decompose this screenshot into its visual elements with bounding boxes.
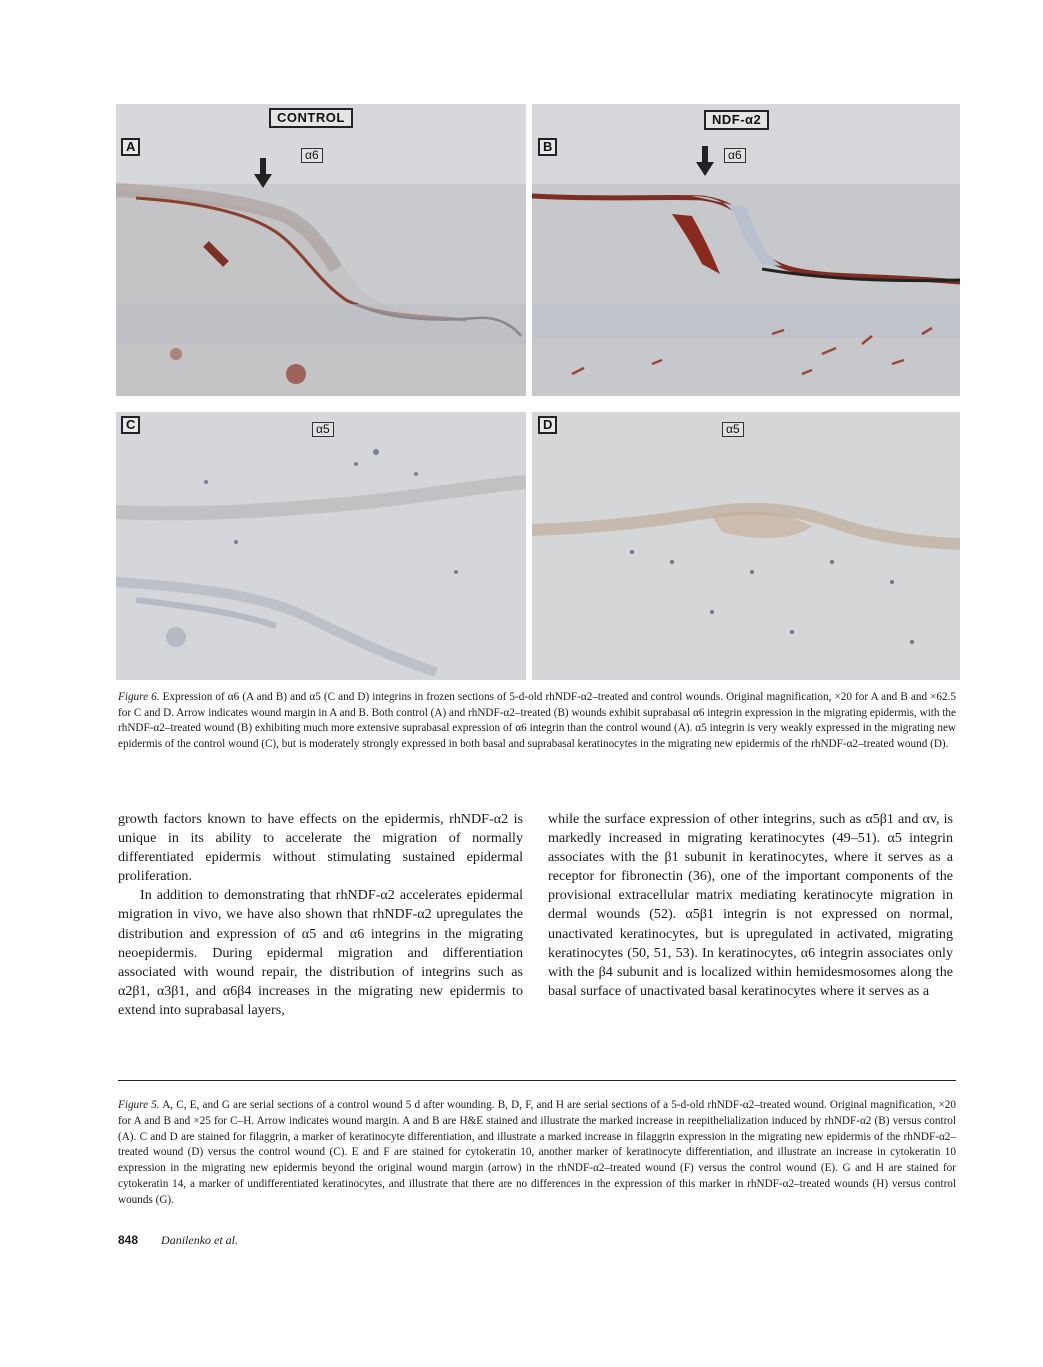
wound-margin-arrow-icon — [696, 146, 714, 178]
page-footer — [118, 1233, 238, 1248]
stain-label: α6 — [724, 148, 746, 163]
panel-letter: A — [121, 138, 140, 156]
ndf-header-label: NDF-α2 — [704, 110, 769, 130]
figure-6-caption-label: Figure 6. — [118, 691, 160, 703]
stain-label: α5 — [312, 422, 334, 437]
body-left-column — [118, 810, 523, 1020]
panel-d-image — [532, 412, 960, 680]
running-authors: Danilenko et al. — [161, 1233, 239, 1247]
panel-d-micrograph — [532, 412, 960, 680]
control-header-label: CONTROL — [269, 108, 353, 128]
body-right-column — [548, 810, 953, 1001]
stain-label: α6 — [301, 148, 323, 163]
figure-6-caption-text: Expression of α6 (A and B) and α5 (C and D) integrins in frozen sections of 5-d-old rhNDF-α2–treated and control wounds. Original magnification, ×20 for A and B and ×62.5 for C and D. Arrow indicates wound margin in A and B. Both control (A) and rhNDF-α2–treated (B) wounds exhibit suprabasal α6 integrin expression in the migrating epidermis, with the rhNDF-α2–treated wound (B) exhibiting much more extensive suprabasal expression of α6 integrin than the control wound (A). α5 integrin is very weakly expressed in the migrating new epidermis of the control wound (C), but is moderately strongly expressed in both basal and suprabasal keratinocytes in the migrating new epidermis of the rhNDF-α2–treated wound (D). — [118, 691, 956, 750]
caption-divider — [118, 1080, 956, 1081]
body-paragraph: while the surface expression of other integrins, such as α5β1 and αv, is markedly increased in migrating keratinocytes (49–51). α5 integrin associates with the β1 subunit in keratinocytes, where it serves as a receptor for fibronectin (36), one of the important components of the provisional extracellular matrix mediating keratinocyte migration in dermal wounds (52). α5β1 integrin is not expressed on normal, unactivated keratinocytes, but is upregulated in activated, migrating keratinocytes (50, 51, 53). In keratinocytes, α6 integrin associates only with the β4 subunit and is localized within hemidesmosomes along the basal surface of unactivated basal keratinocytes where it serves as a — [548, 811, 953, 999]
panel-c-image — [116, 412, 526, 680]
stain-label: α5 — [722, 422, 744, 437]
body-paragraph: In addition to demonstrating that rhNDF-α2 accelerates epidermal migration in vivo, we have also shown that rhNDF-α2 upregulates the distribution and expression of α5 and α6 integrins in the migrating neoepidermis. During epidermal migration and differentiation associated with wound repair, the distribution of integrins such as α2β1, α3β1, and α6β4 increases in the migrating new epidermis to extend into suprabasal layers, — [118, 887, 523, 1018]
panel-b-image — [532, 104, 960, 396]
panel-letter: D — [538, 416, 557, 434]
panel-c-micrograph — [116, 412, 526, 680]
panel-letter: B — [538, 138, 557, 156]
figure-5-caption — [118, 1098, 956, 1209]
figure-6-caption — [118, 690, 956, 752]
figure-5-caption-text: A, C, E, and G are serial sections of a control wound 5 d after wounding. B, D, F, and H are serial sections of a 5-d-old rhNDF-α2–treated wound. Original magnification, ×20 for A and B and ×25 for C–H. Arrow indicates wound margin. A and B are H&E stained and illustrate the marked increase in reepithelialization induced by rhNDF-α2 (B) versus control (A). C and D are stained for filaggrin, a marker of keratinocyte differentiation, and illustrate a marked increase in filaggrin expression in the migrating new epidermis of the rhNDF-α2–treated wound (D) versus the control wound (C). E and F are stained for cytokeratin 10, another marker of keratinocyte differentiation, and illustrate an increase in cytokeratin 10 expression in the migrating new epidermis beyond the original wound margin (arrow) in the rhNDF-α2–treated wound (F) versus the control wound (E). G and H are stained for cytokeratin 14, a marker of undifferentiated keratinocytes, and illustrate that there are no differences in the expression of this marker in rhNDF-α2–treated wounds (H) versus control wounds (G). — [118, 1099, 956, 1206]
panel-b-micrograph — [532, 104, 960, 396]
body-paragraph: growth factors known to have effects on the epidermis, rhNDF-α2 is unique in its ability to accelerate the migration of normally differentiated epidermis without stimulating sustained epidermal proliferation. — [118, 811, 523, 885]
panel-a-image — [116, 104, 526, 396]
figure-5-caption-label: Figure 5. — [118, 1099, 160, 1111]
figure-6 — [116, 104, 960, 680]
panel-letter: C — [121, 416, 140, 434]
page-number: 848 — [118, 1233, 139, 1247]
wound-margin-arrow-icon — [254, 158, 272, 190]
